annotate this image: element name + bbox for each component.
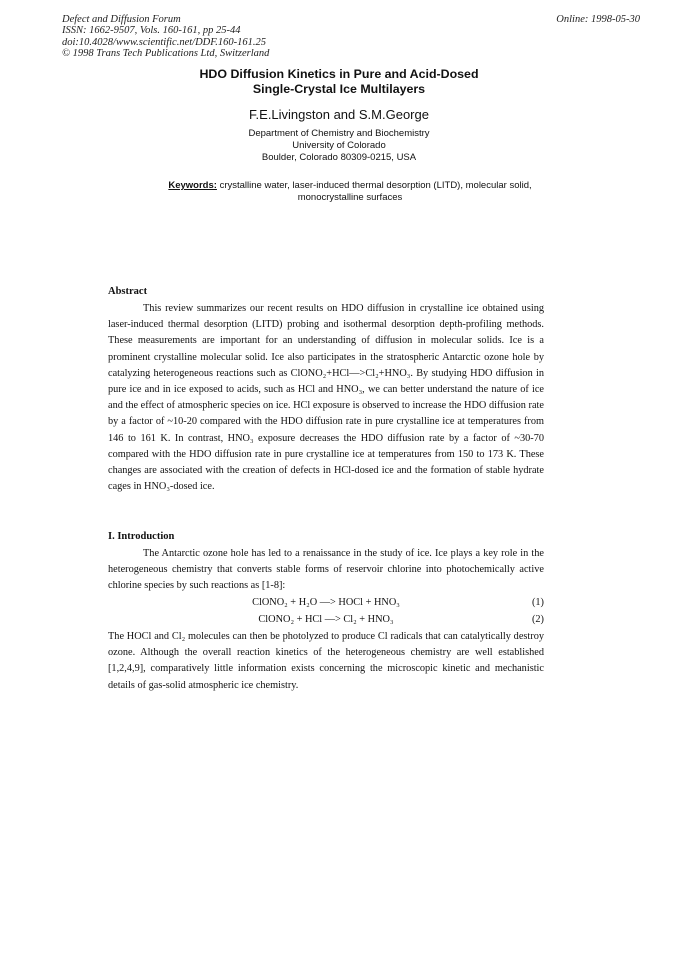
doi-line: doi:10.4028/www.scientific.net/DDF.160-161.25: [62, 36, 267, 48]
abstract-text: This review summarizes our recent results on HDO diffusion in crystalline ice obtained using laser-induced thermal desorption (LITD) probing and isothermal desorption depth-profiling methods. These measurements are important for an understanding of diffusion in molecular solids. Ice is a prominent crystalline molecular solid. Ice also participates in the stratospheric Antarctic ozone hole by catalyzing heterogeneous reactions such as ClONO₂+HCl—>Cl₂+HNO₃. By studying HDO diffusion in pure ice and in ice exposed to acids, such as HCl and HNO₃, we can better understand the nature of ice and the effect of atmospheric species on ice. HCl exposure is observed to increase the HDO diffusion rate by a factor of ~10-20 compared with the HDO diffusion rate in pure crystalline ice at temperatures from 146 to 161 K. In contrast, HNO₃ exposure decreases the HDO diffusion rate by a factor of ~30-70 compared with the HDO diffusion rate in pure crystalline ice at temperatures from 150 to 173 K. These changes are associated with the creation of defects in HCl-dosed ice and the formation of stable hydrate cages in HNO₃-dosed ice.: [108, 303, 544, 493]
keywords-line-2: monocrystalline surfaces: [297, 192, 403, 203]
paper-title: [0, 67, 678, 96]
title-line-1: HDO Diffusion Kinetics in Pure and Acid-Dosed: [199, 67, 479, 81]
affiliation-line-1: Department of Chemistry and Biochemistry: [248, 128, 430, 139]
citation-header: [62, 14, 269, 60]
keywords-line-1: crystalline water, laser-induced thermal desorption (LITD), molecular solid,: [219, 180, 532, 191]
introduction-paragraph-1: The Antarctic ozone hole has led to a renaissance in the study of ice. Ice plays a key role in the heterogeneous chemistry that converts stable forms of reservoir chlorine into photochemically active chlorine species by such reactions as [1-8]:: [108, 548, 544, 592]
equation-1-text: ClONO₂ + H₂O —> HOCl + HNO₃: [252, 597, 400, 608]
keywords: [110, 180, 590, 204]
equation-1: [108, 597, 544, 613]
journal-name: Defect and Diffusion Forum: [62, 14, 181, 25]
issn-line: ISSN: 1662-9507, Vols. 160-161, pp 25-44: [62, 25, 241, 37]
abstract-heading: Abstract: [108, 286, 148, 297]
copyright-line: © 1998 Trans Tech Publications Ltd, Switzerland: [62, 48, 270, 60]
title-line-2: Single-Crystal Ice Multilayers: [252, 81, 426, 96]
equation-2-number: (2): [531, 614, 544, 625]
introduction-paragraph-2: The HOCl and Cl₂ molecules can then be photolyzed to produce Cl radicals that can catalytically destroy ozone. Although the overall reaction kinetics of the heterogeneous chemistry are well established [1,2,4,9], comparatively little information exists concerning the microscopic kinetic and mechanistic details of gas-solid atmospheric ice chemistry.: [108, 631, 544, 691]
equation-2: [108, 614, 544, 630]
affiliation: [0, 128, 678, 165]
equation-2-text: ClONO₂ + HCl —> Cl₂ + HNO₃: [258, 614, 394, 625]
affiliation-line-3: Boulder, Colorado 80309-0215, USA: [261, 152, 417, 164]
authors: F.E.Livingston and S.M.George: [249, 107, 429, 122]
affiliation-line-2: University of Colorado: [292, 140, 386, 152]
equation-1-number: (1): [531, 597, 544, 608]
introduction-heading: I. Introduction: [108, 531, 175, 542]
keywords-label: Keywords:: [168, 180, 217, 191]
online-date: Online: 1998-05-30: [556, 14, 640, 25]
